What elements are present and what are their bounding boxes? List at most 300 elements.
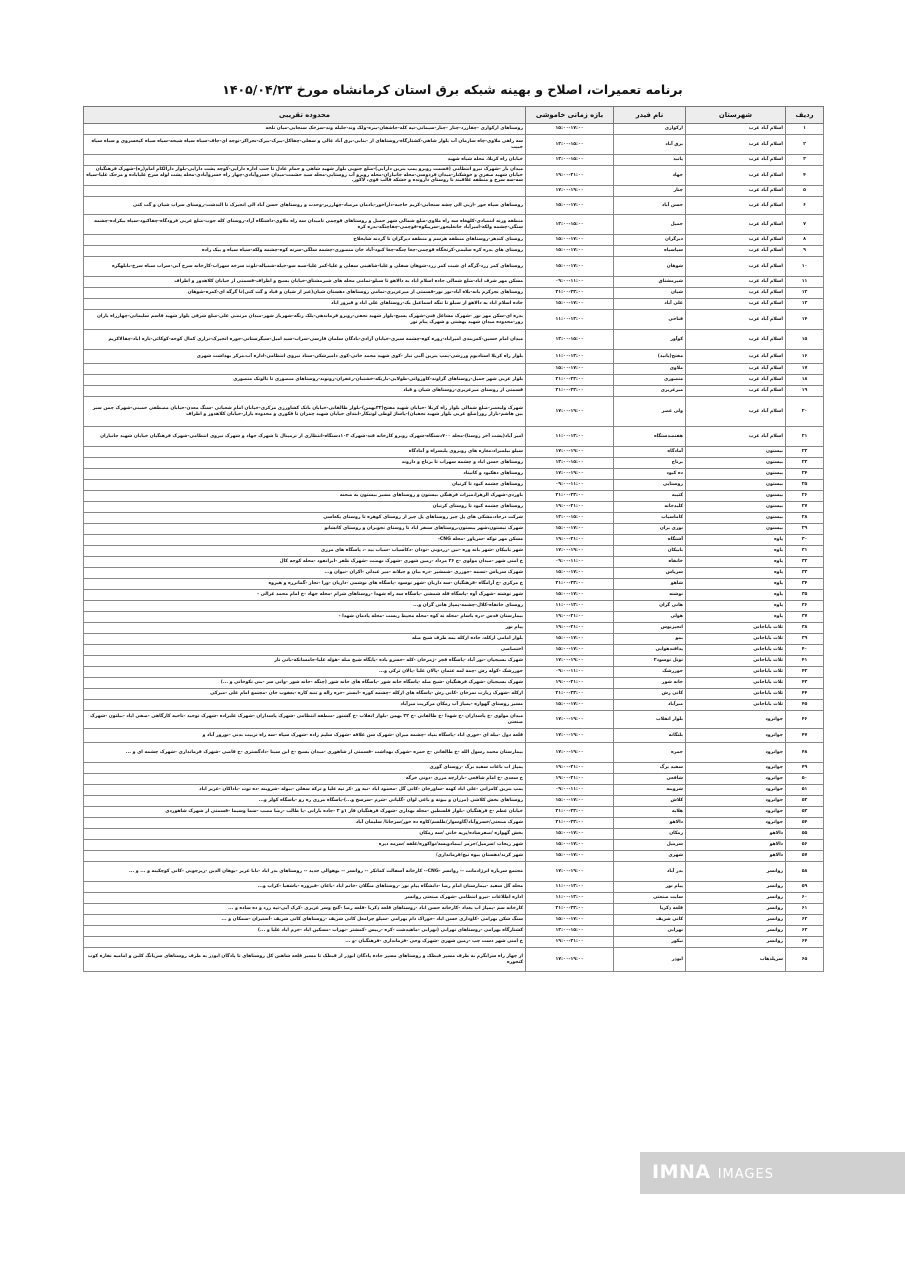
area-cell: اداره اطلاعات -نیرو انتظامی -شهرک صنعتی روانسر bbox=[84, 893, 526, 904]
table-row bbox=[84, 458, 824, 469]
feeder-cell: روستایی bbox=[614, 480, 686, 491]
city-cell: جوانرود bbox=[686, 785, 786, 796]
city-cell: پاوه bbox=[686, 568, 786, 579]
table-body bbox=[84, 124, 824, 972]
city-cell: پاوه bbox=[686, 535, 786, 546]
area-cell: مسکن مهر شرف اباد-ضلع شمالی جاده اسلام اباد به دالاهو تا سبلو-تمامی محله های شیرمشتاق-خیابان بسیج و اطراف-قسمتی از خیابان کلاهدوز و اطراف bbox=[84, 277, 526, 288]
feeder-cell: پیام نور bbox=[614, 882, 686, 893]
feeder-cell: حمزه bbox=[614, 743, 686, 763]
table-row bbox=[84, 364, 824, 375]
table-row bbox=[84, 840, 824, 851]
table-row bbox=[84, 729, 824, 743]
time-cell: ۱۹:۰۰-۲۱:۰۰ bbox=[526, 502, 614, 513]
feeder-cell: نوشته bbox=[614, 590, 686, 601]
table-row bbox=[84, 524, 824, 535]
area-cell: بیمارستان قدس -دره باسام -محله نه کوه -محله محیط زیست -محله پادمان شهدا - bbox=[84, 612, 526, 623]
feeder-cell: هانی گران bbox=[614, 601, 686, 612]
watermark-text bbox=[652, 1161, 774, 1183]
feeder-cell: سرمیل bbox=[614, 840, 686, 851]
area-cell: بلوار غربی شهر حمیل-روستاهای گراوند-کاوروانی-طولابی-باریکه-خشتبان-زعفران-رونوند-روستاهای منصوری تا تالوتک منصوری bbox=[84, 375, 526, 386]
area-cell: روستای های بدره کره سلیمی-کرتخگاه قوچمی-چغا چنگه-چغا کبود-آباد خان منصوری-چشمه سلگی-سرنه کوه-چشمه ولکه-سیاه سیاه و بیک زاده bbox=[84, 246, 526, 257]
table-row bbox=[84, 166, 824, 186]
header-area: محدوده تقریبی bbox=[84, 107, 526, 124]
feeder-cell: نهرابی bbox=[614, 926, 686, 937]
time-cell: ۱۷:۰۰-۱۹:۰۰ bbox=[526, 397, 614, 427]
row-number: ۳۳ bbox=[786, 568, 824, 579]
area-cell: روستای کندهر-روستاهای منطقه هرسم و منطقه دیزگران تا گردنه شایخلاح bbox=[84, 235, 526, 246]
area-cell: شهرک نیستون،شهر بیستون،روستاهای سنقر اباد تا روستای نجوبران و روستای کانشانو bbox=[84, 524, 526, 535]
feeder-cell: نوزی بران bbox=[614, 524, 686, 535]
area-cell: مسیر روستای گهواره -پمپاژ آب زمکان مرکزیت میرآباد bbox=[84, 700, 526, 711]
time-cell: ۱۹:۰۰-۲۱:۰۰ bbox=[526, 166, 614, 186]
feeder-cell: شروینه bbox=[614, 785, 686, 796]
area-cell: روستاهای ارکوازی -چقازرد-چنار -چنار-سیمانی-تپه کله-جاشقان-بیزه-ولک وند-جلیله وند-سرخک سنجابی-میان تلخه bbox=[84, 124, 526, 135]
row-number: ۲۰ bbox=[786, 397, 824, 427]
area-cell: ازکله -شهرک زیارت نمرخان -کانی رش -پاسگاه های ازکله -چشمه کوره -ابستر -خره زاله و تنبه کاره -یعقوب خان -مجتمع امام علی -میرکی bbox=[84, 689, 526, 700]
row-number: ۴۵ bbox=[786, 700, 824, 711]
feeder-cell: ارکوازی bbox=[614, 124, 686, 135]
area-cell: بخش گهواره /صفرساده/پرپه خانی /سه زمکان bbox=[84, 829, 526, 840]
time-cell: ۲۱:۰۰-۲۳:۰۰ bbox=[526, 904, 614, 915]
time-cell: ۱۵:۰۰-۱۷:۰۰ bbox=[526, 840, 614, 851]
time-cell: ۱۵:۰۰-۱۷:۰۰ bbox=[526, 124, 614, 135]
table-row bbox=[84, 310, 824, 330]
row-number: ۲۲ bbox=[786, 447, 824, 458]
watermark-suffix: IMAGES bbox=[717, 1167, 774, 1182]
time-cell: ۱۵:۰۰-۱۷:۰۰ bbox=[526, 235, 614, 246]
feeder-cell: شیرمشتاق bbox=[614, 277, 686, 288]
time-cell: ۱۵:۰۰-۱۷:۰۰ bbox=[526, 796, 614, 807]
row-number: ۴۳ bbox=[786, 678, 824, 689]
city-cell: روانسر bbox=[686, 893, 786, 904]
feeder-cell: بلوار انقلاب bbox=[614, 711, 686, 729]
city-cell: ثلاث باباجانی bbox=[686, 667, 786, 678]
area-cell: میدان امام حسین-کمربندی امیراباد-زوره کوه-چشمه سیری-خیابان آزادی-بادگان سلمان فارسی-سراب-سید امیل-سیگرستانی-جوره انجیرک-نزاری کمال کوخه-کوکائی-تازه اباد-چقالاکریم bbox=[84, 330, 526, 350]
time-cell: ۱۵:۰۰-۱۷:۰۰ bbox=[526, 645, 614, 656]
city-cell: اسلام آباد غرب bbox=[686, 310, 786, 330]
row-number: ۶۲ bbox=[786, 915, 824, 926]
row-number: ۳۲ bbox=[786, 557, 824, 568]
area-cell: روستاهای بخش کلاشی (مرزان و بیونه و باغی لوان -گلپانی -شرم -سرسخ و...)-پاسگاه مرزی ره رو -پاسگاه کولر و... bbox=[84, 796, 526, 807]
city-cell: ثلاث باباجانی bbox=[686, 656, 786, 667]
row-number: ۴۰ bbox=[786, 645, 824, 656]
time-cell: ۱۳:۰۰-۱۵:۰۰ bbox=[526, 135, 614, 155]
feeder-cell: قلعه ذکریا bbox=[614, 904, 686, 915]
row-number: ۵۰ bbox=[786, 774, 824, 785]
feeder-cell: آمادگاه bbox=[614, 447, 686, 458]
table-row bbox=[84, 469, 824, 480]
area-cell: شرکت درجاد،مشکی های پل چیر روستاهای پل چیر از روستای کوهره تا روستای یکعاسی bbox=[84, 513, 526, 524]
watermark-brand: IMNA bbox=[652, 1161, 711, 1183]
time-cell: ۲۱:۰۰-۲۳:۰۰ bbox=[526, 579, 614, 590]
feeder-cell: کتیبه bbox=[614, 491, 686, 502]
city-cell: پاوه bbox=[686, 557, 786, 568]
feeder-cell: بدر آباد bbox=[614, 862, 686, 882]
time-cell: ۱۳:۰۰-۱۵:۰۰ bbox=[526, 458, 614, 469]
table-row bbox=[84, 612, 824, 623]
area-cell: منطقه وزنه انتصادی-کلهغاه سه راه ملاوی-ضلع شمالی شهر حمیل و روستاهای قوچمی تامیدان سه راه ملاوی-داشتگاه آزاد-روستای کله جوب-ضلع غربی فرودگاه-چقاکبود-سیاه بیکراده-چشمه سنگی-چشمه ولکه-امیرآباد خانعلیجور-سرپیکوه-قوچمی-چقاچنگه-بدره کره bbox=[84, 215, 526, 235]
row-number: ۴۱ bbox=[786, 656, 824, 667]
time-cell: ۱۵:۰۰-۱۷:۰۰ bbox=[526, 257, 614, 277]
watermark bbox=[640, 1152, 905, 1194]
time-cell: ۱۹:۰۰-۲۱:۰۰ bbox=[526, 612, 614, 623]
table-header-row bbox=[84, 107, 824, 124]
row-number: ۲۷ bbox=[786, 502, 824, 513]
feeder-cell: چنار bbox=[614, 186, 686, 197]
row-number: ۵۵ bbox=[786, 829, 824, 840]
city-cell: جوانرود bbox=[686, 807, 786, 818]
area-cell: شهر بابیکان -شهر بانه وره -نین -زردوبی -نودان -دکاسیاب -سیاب بید -، پاسگاه های مرزی bbox=[84, 546, 526, 557]
area-cell: شهرک سرپاس -تسمه -جوزری -شمشیر -دره بیان و جیلانه -میر عبدلی -اکران -نیوان و... bbox=[84, 568, 526, 579]
area-cell: خ امنی شهر -میدان مولوی -خ ۲۶ مرداد -زمین شهری -شهرک نهضت -شهرک ظفر -ابرانفود -محله کوجه کال bbox=[84, 557, 526, 568]
row-number: ۵۶ bbox=[786, 840, 824, 851]
feeder-cell: انجیرنوس bbox=[614, 623, 686, 634]
table-row bbox=[84, 246, 824, 257]
table-row bbox=[84, 330, 824, 350]
table-row bbox=[84, 851, 824, 862]
area-cell: شهر ریجاب /سرمیل/جرمر /ببمادویسه/نواکوره/علقه /سرمه دیزه bbox=[84, 840, 526, 851]
time-cell: ۱۵:۰۰-۱۷:۰۰ bbox=[526, 829, 614, 840]
area-cell: کشتارگاه بهرامی -روستاهای نهرابی (نهرابی -ماهیدشت -کره -ربیس -کمشتر -نهراب -مسکین اباد -خرم اباد علیا و ...) bbox=[84, 926, 526, 937]
city-cell: اسلام آباد غرب bbox=[686, 257, 786, 277]
header-time: بازه زمانی خاموشی bbox=[526, 107, 614, 124]
time-cell: ۲۱:۰۰-۲۳:۰۰ bbox=[526, 807, 614, 818]
row-number: ۱۷ bbox=[786, 364, 824, 375]
city-cell: اسلام آباد غرب bbox=[686, 288, 786, 299]
table-row bbox=[84, 513, 824, 524]
area-cell: بدره ای-سکن مهر نور -شهرک مشاغل فنی-شهرک بسیج-بلوار شهید نجفی-روبرو فرماندهی-بلک زنگه-شهرباز شهر-میدان مرتضی علی-ضلع شرقی بلوار شهید قاسم سلیمانی-چهارراه باران زور-محدوده میدان شهید بهشتی و شهرک پیام نور bbox=[84, 310, 526, 330]
row-number: ۲۳ bbox=[786, 458, 824, 469]
table-row bbox=[84, 926, 824, 937]
row-number: ۱۸ bbox=[786, 375, 824, 386]
city-cell: اسلام آباد غرب bbox=[686, 299, 786, 310]
table-row bbox=[84, 893, 824, 904]
area-cell: اختصاصی bbox=[84, 645, 526, 656]
time-cell: ۱۳:۰۰-۱۵:۰۰ bbox=[526, 215, 614, 235]
city-cell: بیستون bbox=[686, 447, 786, 458]
row-number: ۳۶ bbox=[786, 601, 824, 612]
feeder-cell: شافعی bbox=[614, 774, 686, 785]
row-number: ۶۵ bbox=[786, 948, 824, 972]
feeder-cell: پدافندهوایی bbox=[614, 645, 686, 656]
table-row bbox=[84, 215, 824, 235]
row-number: ۴ bbox=[786, 166, 824, 186]
feeder-cell: شوهان bbox=[614, 257, 686, 277]
area-cell: خ مرکزی -خ آرامگاه -فرهنگیان -سه داریان -شهر نوسود -پاسگاه های نوشمی -داریان -ورا -نجاز -گمانزره و هیروه bbox=[84, 579, 526, 590]
row-number: ۵۴ bbox=[786, 818, 824, 829]
time-cell: ۱۵:۰۰-۱۷:۰۰ bbox=[526, 915, 614, 926]
time-cell: ۱۹:۰۰-۲۱:۰۰ bbox=[526, 623, 614, 634]
area-cell: بلوار راه کربلا استادیوم ورزشی-پمپ بنزین آلبی نیاز -کوی شهید محمد خانی-کوی دامپزشکی-ستاد نیروی انتظامی-اداره آب،مرکز بهداشت شهری bbox=[84, 350, 526, 364]
header-city: شهرستان bbox=[686, 107, 786, 124]
feeder-cell: تونل نوسود۲ bbox=[614, 656, 686, 667]
table-row bbox=[84, 491, 824, 502]
row-number: ۳۱ bbox=[786, 546, 824, 557]
city-cell: پاوه bbox=[686, 590, 786, 601]
time-cell: ۱۵:۰۰-۱۷:۰۰ bbox=[526, 524, 614, 535]
area-cell: سیلو بیلمبراد،مغازه های روبروی پلیسراه و آمادگاه bbox=[84, 447, 526, 458]
row-number: ۴۲ bbox=[786, 667, 824, 678]
time-cell: ۱۷:۰۰-۱۹:۰۰ bbox=[526, 862, 614, 882]
city-cell: اسلام آباد غرب bbox=[686, 135, 786, 155]
table-row bbox=[84, 785, 824, 796]
feeder-cell: بلنگانه bbox=[614, 729, 686, 743]
table-row bbox=[84, 807, 824, 818]
table-row bbox=[84, 535, 824, 546]
table-row bbox=[84, 124, 824, 135]
time-cell: ۲۱:۰۰-۲۳:۰۰ bbox=[526, 689, 614, 700]
row-number: ۶۱ bbox=[786, 904, 824, 915]
time-cell: ۱۷:۰۰-۱۹:۰۰ bbox=[526, 729, 614, 743]
time-cell: ۲۱:۰۰-۲۳:۰۰ bbox=[526, 491, 614, 502]
time-cell: ۲۱:۰۰-۲۳:۰۰ bbox=[526, 288, 614, 299]
feeder-cell: هفتصدستگاه bbox=[614, 427, 686, 447]
table-row bbox=[84, 862, 824, 882]
area-cell: محله گل سفید -بیمارستان امام رضا -دانشگاه پیام نور -روستاهای منگلان -خانم اباد -باغان -فیروزه -باشقیا -کراب و... bbox=[84, 882, 526, 893]
row-number: ۵۷ bbox=[786, 851, 824, 862]
feeder-cell: ابوذر bbox=[614, 948, 686, 972]
city-cell: اسلام آباد غرب bbox=[686, 427, 786, 447]
area-cell: شهرک بسیجیان -نور آباد -پاسگاه فجر -ژمرخان -کله -خسرو باده -پایگاه شیخ صله -هوله علیا-جامسانکه-بانی تاز bbox=[84, 656, 526, 667]
table-row bbox=[84, 397, 824, 427]
feeder-cell: آشتگاه bbox=[614, 535, 686, 546]
city-cell: بیستون bbox=[686, 502, 786, 513]
area-cell: پمپ بنزین کامرانی -علی اباد کهنه -ساورخان -کانی گل -محمود اباد -نیه ور -کر تپه علیا و ترکه سفلی -بیوله -شروینه -ده توت -باداکان -عزیز اباد bbox=[84, 785, 526, 796]
city-cell: روانسر bbox=[686, 904, 786, 915]
city-cell: جوانرود bbox=[686, 763, 786, 774]
row-number: ۱۴ bbox=[786, 310, 824, 330]
time-cell: ۱۱:۰۰-۱۳:۰۰ bbox=[526, 427, 614, 447]
row-number: ۶۴ bbox=[786, 937, 824, 948]
city-cell: جوانرود bbox=[686, 743, 786, 763]
city-cell: ثلاث باباجانی bbox=[686, 634, 786, 645]
area-cell: مسکن مهر توکه -سرپاور -محله CNG- bbox=[84, 535, 526, 546]
row-number: ۵۹ bbox=[786, 882, 824, 893]
row-number: ۴۴ bbox=[786, 689, 824, 700]
time-cell: ۱۵:۰۰-۱۷:۰۰ bbox=[526, 568, 614, 579]
row-number: ۲۱ bbox=[786, 427, 824, 447]
feeder-cell: هولی bbox=[614, 612, 686, 623]
time-cell: ۱۹:۰۰-۲۱:۰۰ bbox=[526, 763, 614, 774]
table-row bbox=[84, 689, 824, 700]
row-number: ۲۶ bbox=[786, 491, 824, 502]
feeder-cell: کلاش bbox=[614, 796, 686, 807]
feeder-cell: حمیل bbox=[614, 215, 686, 235]
outage-table bbox=[83, 106, 824, 972]
city-cell: ثلاث باباجانی bbox=[686, 678, 786, 689]
area-cell: روستاهای کمر زرد-گرگه ای شبت کمر زرد-شوهان سفلی و علیا-شاهینی سفلی و علیا-کمر علیا-سبه سو-خیله-شمیاله-نلوت سرخه سهراب-کارخانه سرخ آبی-سراب سیاه سرخ-بابلهگره bbox=[84, 257, 526, 277]
table-row bbox=[84, 155, 824, 166]
feeder-cell: سفید برگ bbox=[614, 763, 686, 774]
row-number: ۴۸ bbox=[786, 743, 824, 763]
table-row bbox=[84, 937, 824, 948]
feeder-cell: جهاد bbox=[614, 166, 686, 186]
time-cell: ۱۵:۰۰-۱۷:۰۰ bbox=[526, 851, 614, 862]
table-row bbox=[84, 915, 824, 926]
feeder-cell: خانقاه bbox=[614, 557, 686, 568]
area-cell: سه راهی ملاوی-چاه سازمان آب بلوار شاهی-کشتارگاه-روستاهای از -بنابی-برق آباد عالی و سفلی-چقاکل-بیرک-بیرک-نجراکر-نوجه ای-جاف-سیاه سیاه شیخه-سیاه سیاه کیخسروی و سیاه سیاه حبیب bbox=[84, 135, 526, 155]
area-cell: جاده اسلام اباد به دالاهو از سبلو تا تنگه اسماعیل بک-روستاهای علی اباد و فیروز اباد bbox=[84, 299, 526, 310]
feeder-cell: زمکان bbox=[614, 829, 686, 840]
feeder-cell: دیزگران bbox=[614, 235, 686, 246]
row-number: ۴۷ bbox=[786, 729, 824, 743]
table-row bbox=[84, 186, 824, 197]
feeder-cell: ولی عصر bbox=[614, 397, 686, 427]
feeder-cell: میرآباد bbox=[614, 700, 686, 711]
table-row bbox=[84, 904, 824, 915]
city-cell: روانسر bbox=[686, 882, 786, 893]
table-row bbox=[84, 656, 824, 667]
city-cell: اسلام آباد غرب bbox=[686, 197, 786, 215]
city-cell: اسلام آباد غرب bbox=[686, 330, 786, 350]
feeder-cell: دالاهو bbox=[614, 818, 686, 829]
table-row bbox=[84, 711, 824, 729]
page-title: برنامه تعمیرات، اصلاح و بهینه شبکه برق استان کرمانشاه مورخ ۱۴۰۵/۰۴/۲۳ bbox=[222, 82, 683, 97]
table-row bbox=[84, 634, 824, 645]
row-number: ۳۹ bbox=[786, 634, 824, 645]
time-cell: ۱۹:۰۰-۲۱:۰۰ bbox=[526, 535, 614, 546]
city-cell: ثلاث باباجانی bbox=[686, 689, 786, 700]
feeder-cell: شیان bbox=[614, 288, 686, 299]
time-cell: ۱۷:۰۰-۱۹:۰۰ bbox=[526, 447, 614, 458]
feeder-cell: خانه شور bbox=[614, 678, 686, 689]
table-row bbox=[84, 601, 824, 612]
feeder-cell: سیاسیاه bbox=[614, 246, 686, 257]
city-cell: اسلام آباد غرب bbox=[686, 350, 786, 364]
time-cell: ۰۹:۰۰-۱۱:۰۰ bbox=[526, 277, 614, 288]
area-cell: پمپاژ اب باغات سفید برگ -روستای گوری bbox=[84, 763, 526, 774]
area-cell: میدان بار -شهرک نیرو انتظامی (قسمت روبرو پمپ بنزین دارابی)-ضلع جنوبی بلوار شهید شاهی و حمام عادل تا جنب اداره دارایی-کوچه پشت دارایی-بلوار دارالکام امام(ره)-شهرک فرهنگیان خیابان شهید صفری و خوشکنار-میدان فردوسی-محله جانبازان-محله روبرو آب روستایی-محله سید حشمت-میدان خسروآبادی-چهار راه خسروآبادی-محله پشت لوله سرخ علیاباده و مرحک علیا-سیاه سه-سه سرخ و منطقه علاقبند تا روستای دارونده و خشکه قالب قوی، لاکور. bbox=[84, 166, 526, 186]
header-row-number: ردیف bbox=[786, 107, 824, 124]
area-cell: سنگ شکن بهرامی -کاوداری حسن اباد -خوراک دام بهرامی -سیلو چرامعل کانی شریف -روستاهای کانی شریف -آستیران -سمکان و ... bbox=[84, 915, 526, 926]
city-cell: روانسر bbox=[686, 862, 786, 882]
row-number: ۵۳ bbox=[786, 807, 824, 818]
feeder-cell: حسن آباد bbox=[614, 197, 686, 215]
time-cell: ۰۹:۰۰-۱۱:۰۰ bbox=[526, 557, 614, 568]
area-cell: روستاهای نجرکرم بانه-بلاه آباد-نور نور-قسمتی از میرعزیزی-تمامی روستاهای دهستان شیان(غیر از شیان و قباد و گت کتی)تا گرگه ای-کمره-شوهان bbox=[84, 288, 526, 299]
area-cell bbox=[84, 186, 526, 197]
feeder-cell: شاهو bbox=[614, 579, 686, 590]
time-cell: ۱۱:۰۰-۱۳:۰۰ bbox=[526, 893, 614, 904]
table-row bbox=[84, 948, 824, 972]
city-cell: اسلام آباد غرب bbox=[686, 246, 786, 257]
row-number: ۱۶ bbox=[786, 350, 824, 364]
row-number: ۸ bbox=[786, 235, 824, 246]
time-cell: ۰۹:۰۰-۱۱:۰۰ bbox=[526, 785, 614, 796]
table-row bbox=[84, 288, 824, 299]
row-number: ۷ bbox=[786, 215, 824, 235]
table-row bbox=[84, 678, 824, 689]
city-cell: بیستون bbox=[686, 513, 786, 524]
time-cell: ۱۷:۰۰-۱۹:۰۰ bbox=[526, 546, 614, 557]
time-cell: ۲۱:۰۰-۲۳:۰۰ bbox=[526, 375, 614, 386]
area-cell bbox=[84, 364, 526, 375]
time-cell: ۱۵:۰۰-۱۷:۰۰ bbox=[526, 299, 614, 310]
city-cell: بیستون bbox=[686, 458, 786, 469]
time-cell: ۱۳:۰۰-۱۵:۰۰ bbox=[526, 513, 614, 524]
area-cell: امیر آباد(پشت آخر روستا)-محله ۷۰۰دستگاه-شهرک روبرو کارخانه قند-شهرک ۱۰۳دستگاه-انتظاری از ترمینال تا شهرک جهاد و شهرک نیروی انتظامی-شهرک فرهنگیان خیابان شهید جانبازان bbox=[84, 427, 526, 447]
time-cell: ۱۵:۰۰-۱۷:۰۰ bbox=[526, 634, 614, 645]
table-row bbox=[84, 350, 824, 364]
time-cell: ۱۷:۰۰-۱۹:۰۰ bbox=[526, 469, 614, 480]
area-cell: خ امنی شهر دست چپ -زمین شهری -شهرک وحی -فرمانداری -فرهنگیان -و ... bbox=[84, 937, 526, 948]
table-row bbox=[84, 135, 824, 155]
table-row bbox=[84, 763, 824, 774]
row-number: ۲۵ bbox=[786, 480, 824, 491]
city-cell: جوانرود bbox=[686, 774, 786, 785]
area-cell: کارخانه سم -پمپاژ اب بغداد -کارخانه حسن اباد -روستاهای قلعه ذکریا -قلعه رضا -گنج وسر عزیزی -کرک آبی-تپه زرد و ده ساده و ... bbox=[84, 904, 526, 915]
city-cell: روانسر bbox=[686, 915, 786, 926]
table-row bbox=[84, 557, 824, 568]
feeder-cell: فتاحی bbox=[614, 310, 686, 330]
area-cell: روستاهای چشمه کبود تا کرنیان bbox=[84, 480, 526, 491]
table-row bbox=[84, 447, 824, 458]
row-number: ۱۰ bbox=[786, 257, 824, 277]
time-cell: ۱۵:۰۰-۱۷:۰۰ bbox=[526, 246, 614, 257]
city-cell: جوانرود bbox=[686, 729, 786, 743]
time-cell: ۱۱:۰۰-۱۳:۰۰ bbox=[526, 601, 614, 612]
city-cell: جوانرود bbox=[686, 796, 786, 807]
area-cell: شهرک بسیجیان -شهرک فرهنگیان -شیخ صله -پاسگاه خانه شور -پاسگاه های خانه شور (چنگه -خانه شور -وانی سر -بنی نکوخانی و ...) bbox=[84, 678, 526, 689]
row-number: ۴۹ bbox=[786, 763, 824, 774]
table-row bbox=[84, 568, 824, 579]
city-cell: اسلام آباد غرب bbox=[686, 375, 786, 386]
table-row bbox=[84, 480, 824, 491]
row-number: ۳۰ bbox=[786, 535, 824, 546]
area-cell: مجتمع سرباره انرژادمانت -- روانسر -CNG-- کارخانه آسفالت کمانکر -- روانسر -- بوهوالی جدید -- روستاهای بدر اباد -بابا عزیز -بوهان الدین -زیرجوبی -کانی کوچکینه و ... و ... bbox=[84, 862, 526, 882]
table-row bbox=[84, 546, 824, 557]
time-cell: ۱۷:۰۰-۱۹:۰۰ bbox=[526, 948, 614, 972]
area-cell: میدان مولوی -خ پاسداران -خ شهدا -خ طالقانی -خ ۲۲ بهمن -بلوار انقلاب -خ گشتور -منطقه انتظامی -شهرک پاسداران -شهرک علیزاده -شهرک توحید -ناحیه کارگاهی -صفی اباد -بیلتون -شهرک صنعتی bbox=[84, 711, 526, 729]
time-cell: ۱۳:۰۰-۱۵:۰۰ bbox=[526, 926, 614, 937]
row-number: ۱۳ bbox=[786, 299, 824, 310]
table-row bbox=[84, 743, 824, 763]
feeder-cell: جوزرشک bbox=[614, 667, 686, 678]
city-cell: اسلام آباد غرب bbox=[686, 386, 786, 397]
area-cell: شهر کرند/دهستان بیوه نیچ/فرمانداری/ bbox=[84, 851, 526, 862]
feeder-cell: برق آباد bbox=[614, 135, 686, 155]
city-cell: ثلاث باباجانی bbox=[686, 700, 786, 711]
time-cell: ۱۹:۰۰-۲۱:۰۰ bbox=[526, 937, 614, 948]
time-cell: ۱۱:۰۰-۱۳:۰۰ bbox=[526, 310, 614, 330]
area-cell: قسمتی از روستای میرعزیزی-روستاهای شیان و قباد bbox=[84, 386, 526, 397]
area-cell: قلعه دول -بیله ای -خوری اباد -پاسگاه بنیاد -چشمه میران -شهرک سن علافه -شهرک سلیم زاده -شهرک سپاه -سه راه تربیت بدنی -نوروز آباد و bbox=[84, 729, 526, 743]
feeder-cell: برناج bbox=[614, 458, 686, 469]
feeder-cell: کانی شریف bbox=[614, 915, 686, 926]
table-row bbox=[84, 375, 824, 386]
city-cell: جوانرود bbox=[686, 711, 786, 729]
city-cell: بیستون bbox=[686, 491, 786, 502]
feeder-cell: کلیدخانه bbox=[614, 502, 686, 513]
time-cell: ۱۳:۰۰-۱۵:۰۰ bbox=[526, 330, 614, 350]
city-cell: پاوه bbox=[686, 579, 786, 590]
header-feeder: نام فیدر bbox=[614, 107, 686, 124]
row-number: ۶۰ bbox=[786, 893, 824, 904]
table-row bbox=[84, 623, 824, 634]
table-row bbox=[84, 774, 824, 785]
city-cell: اسلام آباد غرب bbox=[686, 124, 786, 135]
table-row bbox=[84, 882, 824, 893]
city-cell: پاوه bbox=[686, 546, 786, 557]
city-cell: بیستون bbox=[686, 480, 786, 491]
row-number: ۵۲ bbox=[786, 796, 824, 807]
row-number: ۲۹ bbox=[786, 524, 824, 535]
area-cell: روستاهای دهکبود و کانیناد bbox=[84, 469, 526, 480]
city-cell: روانسر bbox=[686, 926, 786, 937]
table-row bbox=[84, 235, 824, 246]
city-cell: اسلام آباد غرب bbox=[686, 364, 786, 375]
table-row bbox=[84, 700, 824, 711]
